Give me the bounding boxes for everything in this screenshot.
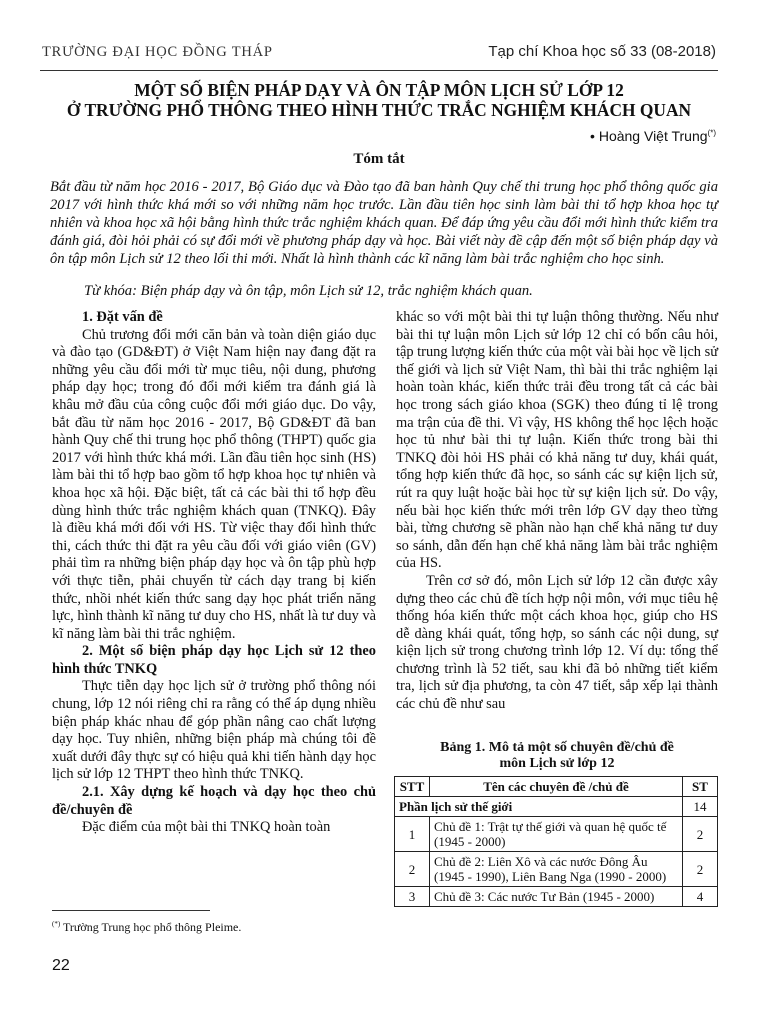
table-section-row	[395, 797, 718, 817]
title-line-2: Ở TRƯỜNG PHỔ THÔNG THEO HÌNH THỨC TRẮC NGHIỆM KHÁCH QUAN	[66, 100, 692, 120]
header-divider	[40, 70, 718, 71]
section-2-1-heading: 2.1. Xây dựng kế hoạch và dạy học theo chủ đề/chuyên đề	[52, 784, 376, 818]
table-row	[395, 887, 718, 907]
keywords: Từ khóa: Biện pháp dạy và ôn tập, môn Lịch sử 12, trắc nghiệm khách quan.	[84, 283, 533, 299]
table-header-stt: STT	[395, 777, 430, 797]
page-number: 22	[52, 957, 70, 974]
author-footnote-mark: (*)	[707, 128, 716, 138]
table-cell-st: 2	[683, 852, 718, 887]
left-column	[52, 309, 376, 837]
table-header-st: ST	[683, 777, 718, 797]
university-header: TRƯỜNG ĐẠI HỌC ĐỒNG THÁP	[42, 44, 273, 60]
table-cell-st: 2	[683, 817, 718, 852]
table-section-label: Phần lịch sử thế giới	[395, 797, 683, 817]
footnote-divider	[52, 910, 210, 911]
journal-issue-header: Tạp chí Khoa học số 33 (08-2018)	[488, 43, 716, 60]
section-2-heading: 2. Một số biện pháp dạy học Lịch sử 12 theo hình thức TNKQ	[52, 643, 376, 677]
section-2-paragraph: Thực tiễn dạy học lịch sử ở trường phổ thông nói chung, lớp 12 nói riêng chỉ ra rằng có thể áp dụng nhiều biện pháp khác nhau để góp phần nâng cao chất lượng dạy học. Tuy nhiên, những biện pháp mà chúng tôi đề xuất dưới đây thực sự có hiệu quả khi tiến hành dạy học lịch sử lớp 12 THPT theo hình thức TNKQ.	[52, 678, 376, 783]
topics-table	[394, 776, 718, 907]
abstract-heading: Tóm tắt	[353, 151, 405, 167]
abstract-text: Bắt đầu từ năm học 2016 - 2017, Bộ Giáo dục và Đào tạo đã ban hành Quy chế thi trung học phổ thông quốc gia 2017 với hình thức khá mới so với những năm học trước. Lần đầu tiên học sinh làm bài thi tổ hợp khoa học tự nhiên và khoa học xã hội bằng hình thức trắc nghiệm khách quan. Để đáp ứng yêu cầu đổi mới hình thức kiểm tra đánh giá, đòi hỏi phải có sự đổi mới về phương pháp dạy và học. Bài viết này đề cập đến một số biện pháp dạy và ôn tập môn Lịch sử 12 theo lối thi mới. Nhất là hình thành các kĩ năng làm bài trắc nghiệm cho học sinh.	[50, 179, 718, 268]
table-cell-topic: Chủ đề 1: Trật tự thế giới và quan hệ quốc tế (1945 - 2000)	[430, 817, 683, 852]
table-cell-topic: Chủ đề 2: Liên Xô và các nước Đông Âu (1945 - 1990), Liên Bang Nga (1990 - 2000)	[430, 852, 683, 887]
table-caption-line-1: Bảng 1. Mô tả một số chuyên đề/chủ đề	[440, 740, 674, 755]
section-1-paragraph: Chủ trương đổi mới căn bản và toàn diện giáo dục và đào tạo (GD&ĐT) ở Việt Nam hiện nay đang đặt ra những yêu cầu đổi mới từ mục tiêu, nội dung, phương pháp dạy học; trong đó đổi mới kiểm tra đánh giá là khâu mở đầu của công cuộc đổi mới giáo dục. Do vậy, bắt đầu từ năm học 2016 - 2017, Bộ GD&ĐT đã ban hành Quy chế thi trung học phổ thông (THPT) quốc gia 2017 với hình thức khá mới. Lần đầu tiên học sinh (HS) làm bài thi tổ hợp bao gồm tổ hợp khoa học tự nhiên và khoa học xã hội. Đặc biệt, tất cả các bài thi tổ hợp đều dùng hình thức trắc nghiệm khách quan (TNKQ). Đây là điều khá mới đối với HS. Từ việc thay đổi hình thức thi, cách thức thi đặt ra yêu cầu đối với giáo viên (GV) phải tìm ra những biện pháp dạy học và ôn tập phù hợp với thực tiễn, phải chuyển từ cách dạy trang bị kiến thức, nhồi nhét kiến thức sang dạy học phát triển năng lực, hình thành kĩ năng tư duy cho HS, nhất là tư duy và kĩ năng làm bài thi trắc nghiệm.	[52, 326, 376, 642]
table-header-row	[395, 777, 718, 797]
footnote-mark: (*)	[52, 920, 61, 928]
table-caption-line-2: môn Lịch sử lớp 12	[499, 756, 615, 771]
section-1-heading: 1. Đặt vấn đề	[82, 309, 163, 325]
author-name: • Hoàng Việt Trung	[590, 128, 708, 144]
table-row	[395, 817, 718, 852]
table-cell-stt: 1	[395, 817, 430, 852]
right-column	[396, 309, 718, 714]
table-cell-st: 4	[683, 887, 718, 907]
footnote	[52, 920, 241, 935]
table-cell-topic: Chủ đề 3: Các nước Tư Bản (1945 - 2000)	[430, 887, 683, 907]
title-line-1: MỘT SỐ BIỆN PHÁP DẠY VÀ ÔN TẬP MÔN LỊCH SỬ LỚP 12	[134, 80, 624, 100]
table-header-topic: Tên các chuyên đề /chủ đề	[430, 777, 683, 797]
table-caption	[396, 740, 718, 772]
table-section-total: 14	[683, 797, 718, 817]
table-row	[395, 852, 718, 887]
section-2-1-paragraph: Đặc điểm của một bài thi TNKQ hoàn toàn	[82, 819, 331, 836]
right-column-paragraph-1: khác so với một bài thi tự luận thông thường. Nếu như bài thi tự luận môn Lịch sử lớp 12 chỉ có bốn câu hỏi, tập trung lượng kiến thức của một vài bài học về lịch sử thế giới và lịch sử Việt Nam, thì bài thi trắc nghiệm lại hoàn toàn khác, kiến thức trải đều trong tất cả các bài học trong sách giáo khoa (SGK) theo đúng tỉ lệ trong ma trận của đề thi. Vì vậy, HS không thể học lệch hoặc học tủ như bài thi tự luận. Kiến thức trong bài thi TNKQ đòi hỏi HS phải có khả năng tư duy, khái quát, tổng hợp kiến thức đã học, so sánh các sự kiện lịch sử, rút ra quy luật hoặc bài học từ sự kiện lịch sử. Do vậy, nếu bài học kiến thức mới trên lớp GV dạy theo từng bài, từng chương sẽ phần nào hạn chế khả năng tư duy so sánh, dẫn đến hạn chế khả năng làm bài trắc nghiệm của HS.	[396, 309, 718, 572]
table-cell-stt: 2	[395, 852, 430, 887]
author-line	[590, 128, 716, 144]
right-column-paragraph-2: Trên cơ sở đó, môn Lịch sử lớp 12 cần được xây dựng theo các chủ đề tích hợp nội môn, với mục tiêu hệ thống hóa kiến thức một cách khoa học, giúp cho HS dễ dàng khái quát, tổng hợp, so sánh các nội dung, sự kiện lịch sử trong chương trình lớp 12. Ví dụ: tổng thể chương trình là 52 tiết, sau khi đã bỏ những tiết kiểm tra, lịch sử địa phương, ta còn 47 tiết, sắp xếp lại thành các chủ đề như sau	[396, 572, 718, 713]
table-cell-stt: 3	[395, 887, 430, 907]
footnote-text: Trường Trung học phổ thông Pleime.	[60, 920, 242, 934]
article-title	[40, 80, 718, 120]
